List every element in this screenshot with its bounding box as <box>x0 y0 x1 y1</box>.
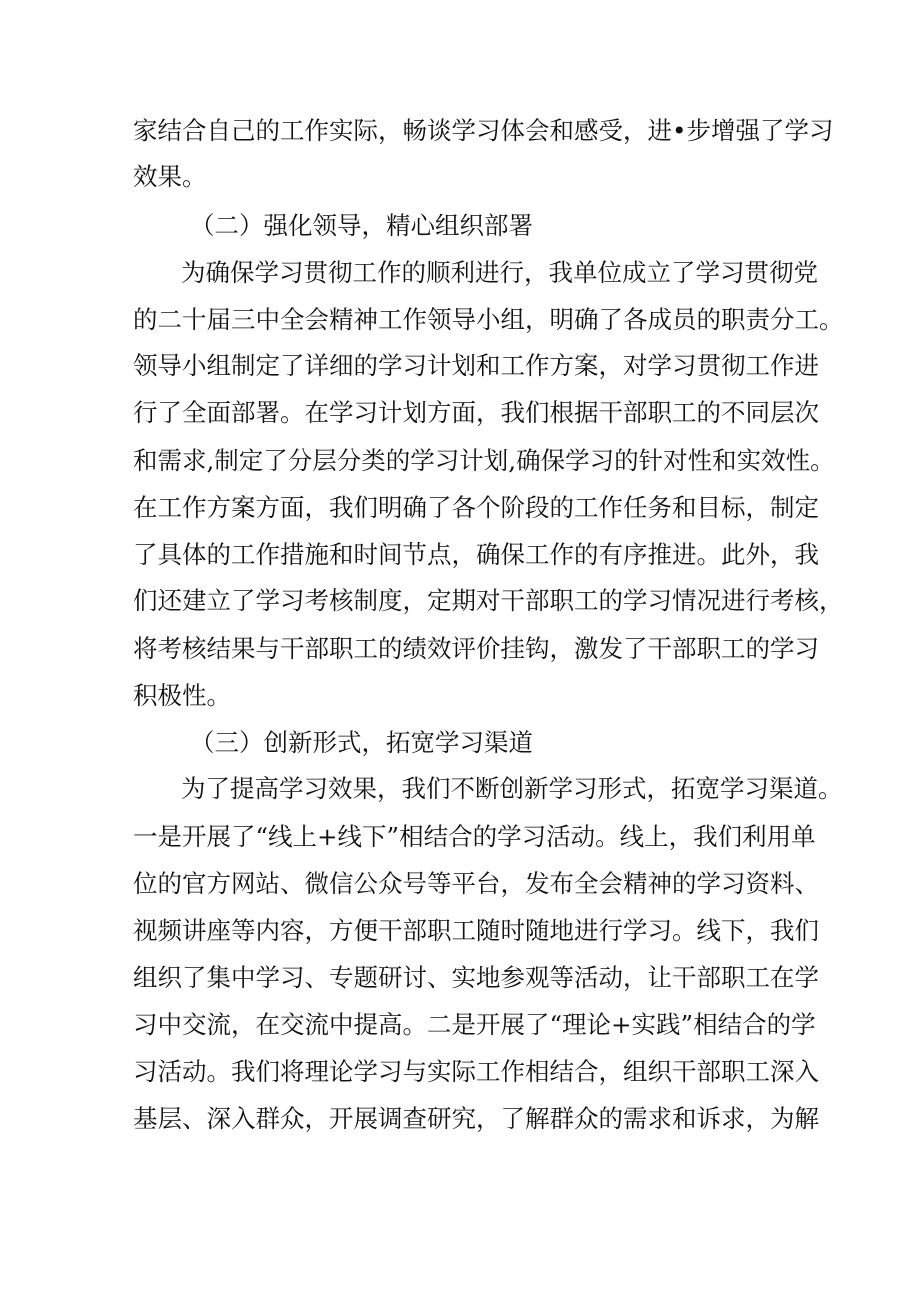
paragraph-line: 积极性。 <box>133 681 231 710</box>
section-heading: （三）创新形式，拓宽学习渠道 <box>190 728 533 757</box>
paragraph-line: 为确保学习贯彻工作的顺利进行，我单位成立了学习贯彻党 <box>181 258 818 287</box>
paragraph-line: 为了提高学习效果，我们不断创新学习形式，拓宽学习渠道。 <box>181 774 843 803</box>
paragraph-line: 行了全面部署。在学习计划方面，我们根据干部职工的不同层次 <box>133 398 819 427</box>
paragraph-line: 视频讲座等内容，方便干部职工随时随地进行学习。线下，我们 <box>133 916 819 945</box>
paragraph-line: 领导小组制定了详细的学习计划和工作方案，对学习贯彻工作进 <box>133 351 819 380</box>
paragraph-line: 了具体的工作措施和时间节点，确保工作的有序推进。此外，我 <box>133 540 819 569</box>
paragraph-line: 在工作方案方面，我们明确了各个阶段的工作任务和目标，制定 <box>133 493 819 522</box>
paragraph-line: 位的官方网站、微信公众号等平台，发布全会精神的学习资料、 <box>133 869 819 898</box>
paragraph-line: 和需求,制定了分层分类的学习计划,确保学习的针对性和实效性。 <box>133 446 835 475</box>
paragraph-line: 将考核结果与干部职工的绩效评价挂钩，激发了干部职工的学习 <box>133 634 819 663</box>
paragraph-line: 效果。 <box>133 162 207 191</box>
paragraph-line: 们还建立了学习考核制度，定期对干部职工的学习情况进行考核， <box>133 586 844 615</box>
paragraph-line: 习中交流，在交流中提高。二是开展了“理论+实践”相结合的学 <box>133 1010 816 1039</box>
paragraph-line: 习活动。我们将理论学习与实际工作相结合，组织干部职工深入 <box>133 1057 819 1086</box>
section-heading: （二）强化领导，精心组织部署 <box>190 211 533 240</box>
paragraph-line: 一是开展了“线上+线下”相结合的学习活动。线上，我们利用单 <box>133 822 816 851</box>
paragraph-line: 组织了集中学习、专题研讨、实地参观等活动，让干部职工在学 <box>133 963 819 992</box>
paragraph-line: 家结合自己的工作实际，畅谈学习体会和感受，进•步增强了学习 <box>133 116 834 145</box>
paragraph-line: 基层、深入群众，开展调查研究，了解群众的需求和诉求，为解 <box>133 1104 819 1133</box>
paragraph-line: 的二十届三中全会精神工作领导小组，明确了各成员的职责分工。 <box>133 305 844 334</box>
